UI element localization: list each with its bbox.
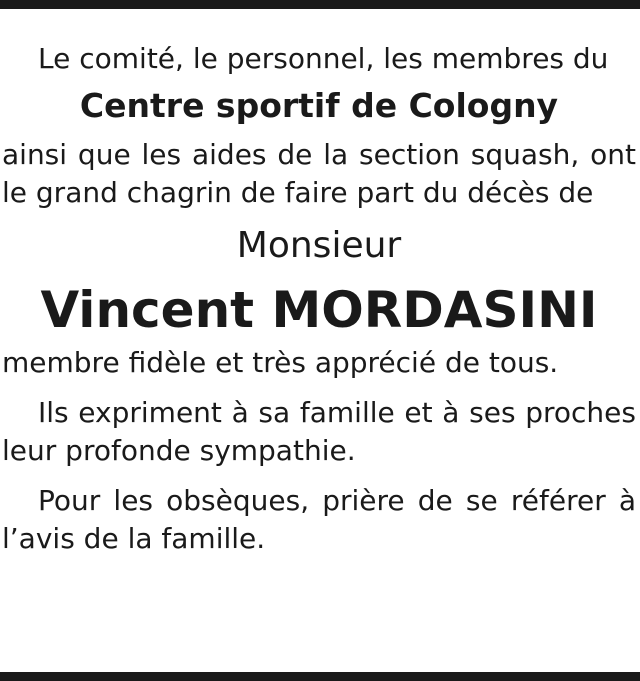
obituary-notice [2,40,636,558]
deceased-name: Vincent MORDASINI [40,281,598,339]
condolences-text: Ils expriment à sa famille et à ses proches leur profonde sympathie. [2,396,636,467]
funeral-info-text: Pour les obsèques, prière de se référer à l’avis de la famille. [2,484,636,555]
intro-text: Le comité, le personnel, les membres du [38,42,609,75]
tribute-text: membre fidèle et très apprécié de tous. [2,346,559,379]
organization-name: Centre sportif de Cologny [79,86,559,125]
announcement-text: ainsi que les aides de la section squash, ont le grand chagrin de faire part du décès de [2,138,636,209]
top-border-rule [0,0,640,9]
honorific: Monsieur [236,225,402,266]
bottom-border-rule [0,672,640,681]
